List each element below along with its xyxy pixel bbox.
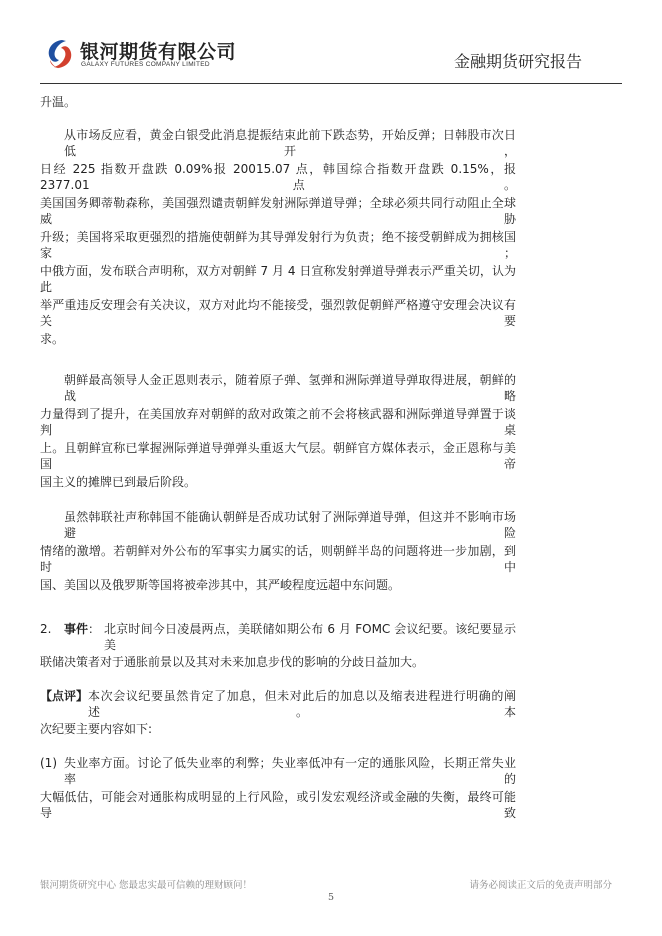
header-divider: [40, 83, 622, 84]
text-line: 国、美国以及俄罗斯等国将被牵涉其中，其严峻程度远超中东问题。: [40, 578, 401, 592]
company-name-en: GALAXY FUTURES COMPANY LIMITED: [81, 61, 210, 68]
event-text: 北京时间今日凌晨两点，美联储如期公布 6 月 FOMC 会议纪要。该纪要显示美: [104, 622, 516, 652]
event-line: [40, 621, 516, 653]
footer-right: 请务必阅读正文后的免责声明部分: [469, 880, 612, 891]
event-label: 事件: [64, 622, 89, 636]
text-line: 求。: [40, 332, 65, 346]
item-number: (1): [40, 756, 57, 770]
text-line: 虽然韩联社声称韩国不能确认朝鲜是否成功试射了洲际弹道导弹，但这并不影响市场避险: [64, 510, 516, 540]
page-number: 5: [327, 892, 335, 903]
galaxy-logo-icon: [44, 38, 76, 70]
comment-line: [40, 688, 516, 720]
event-colon: ：: [88, 622, 101, 636]
text-line: 升温。: [40, 95, 77, 109]
text-line: 国主义的摊牌已到最后阶段。: [40, 475, 197, 489]
text-line: 中俄方面，发布联合声明称，双方对朝鲜 7 月 4 日宣称发射弹道导弹表示严重关切，认为此: [40, 264, 516, 294]
text-line: 日经 225 指数开盘跌 0.09%报 20015.07 点，韩国综合指数开盘跌 0.15%，报 2377.01 点。: [40, 162, 516, 192]
text-line: 联储决策者对于通胀前景以及其对未来加息步伐的影响的分歧日益加大。: [40, 655, 425, 669]
text-line: 上。且朝鲜宣称已掌握洲际弹道导弹弹头重返大气层。朝鲜官方媒体表示，金正恩称与美国帝: [40, 441, 516, 471]
report-title: 金融期货研究报告: [453, 52, 582, 71]
company-name-cn: 银河期货有限公司: [80, 41, 237, 63]
text-line: 大幅低估，可能会对通胀构成明显的上行风险，或引发宏观经济或金融的失衡，最终可能导致: [40, 790, 516, 820]
text-line: 美国国务卿蒂勒森称，美国强烈谴责朝鲜发射洲际弹道导弹；全球必须共同行动阻止全球威胁: [40, 196, 516, 226]
footer-left: 银河期货研究中心 您最忠实最可信赖的理财顾问！: [40, 880, 253, 891]
event-number: 2.: [40, 622, 52, 636]
item-text: 失业率方面。讨论了低失业率的利弊；失业率低冲有一定的通胀风险，长期正常失业率的: [64, 756, 516, 786]
text-line: 升级；美国将采取更强烈的措施使朝鲜为其导弹发射行为负责；绝不接受朝鲜成为拥核国家；: [40, 230, 516, 260]
text-line: 朝鲜最高领导人金正恩则表示，随着原子弹、氢弹和洲际弹道导弹取得进展，朝鲜的战略: [64, 373, 516, 403]
text-line: 力量得到了提升，在美国放弃对朝鲜的敌对政策之前不会将核武器和洲际弹道导弹置于谈判桌: [40, 407, 516, 437]
comment-text: 本次会议纪要虽然肯定了加息，但未对此后的加息以及缩表进程进行明确的阐述。本: [88, 689, 516, 719]
text-line: 举严重违反安理会有关决议，双方对此均不能接受，强烈敦促朝鲜严格遵守安理会决议有关要: [40, 298, 516, 328]
text-line: 情绪的激增。若朝鲜对外公布的军事实力属实的话，则朝鲜半岛的问题将进一步加剧，到时中: [40, 544, 516, 574]
text-line: 次纪要主要内容如下:: [40, 722, 153, 736]
text-line: 从市场反应看，黄金白银受此消息提振结束此前下跌态势，开始反弹；日韩股市次日低开，: [64, 128, 516, 158]
item-line: [40, 755, 516, 787]
comment-label: 【点评】: [40, 689, 89, 703]
